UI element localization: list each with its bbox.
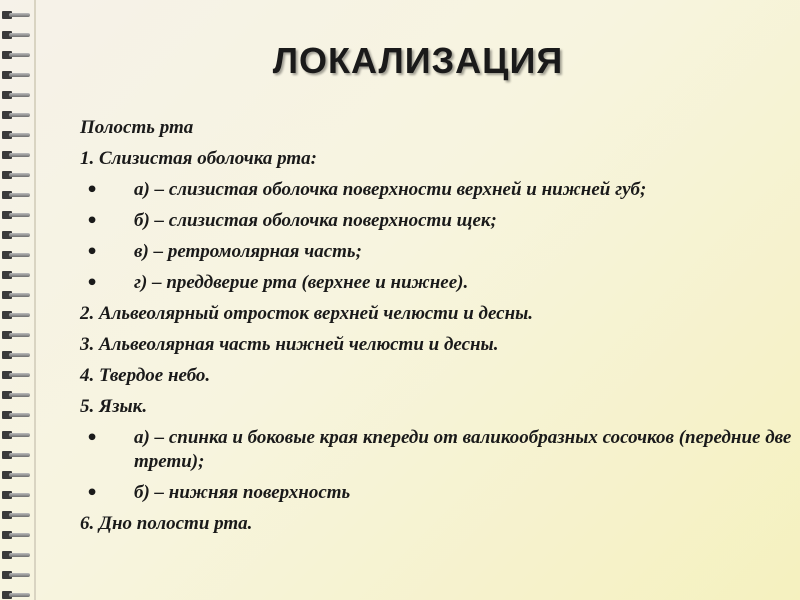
- binding-ring-icon: [2, 570, 32, 580]
- bullet-item: [80, 271, 795, 295]
- binding-wire: [9, 153, 30, 157]
- binding-ring-icon: [2, 170, 32, 180]
- binding-ring-icon: [2, 530, 32, 540]
- binding-ring-icon: [2, 310, 32, 320]
- list-line: [80, 147, 795, 171]
- line-text: Полость рта: [80, 117, 194, 138]
- binding-wire: [9, 513, 30, 517]
- binding-wire: [9, 593, 30, 597]
- binding-wire: [9, 73, 30, 77]
- binding-ring-icon: [2, 270, 32, 280]
- bullet-item: [80, 240, 795, 264]
- spiral-binding: [0, 0, 34, 600]
- list-line: [80, 333, 795, 357]
- binding-ring-icon: [2, 250, 32, 260]
- binding-wire: [9, 333, 30, 337]
- line-text: 5. Язык.: [80, 396, 148, 417]
- binding-wire: [9, 313, 30, 317]
- binding-wire: [9, 493, 30, 497]
- bullet-text: б) – слизистая оболочка поверхности щек;: [134, 210, 497, 231]
- binding-ring-icon: [2, 10, 32, 20]
- bullet-item: [80, 481, 795, 505]
- bullet-text: г) – преддверие рта (верхнее и нижнее).: [134, 272, 469, 293]
- list-line: [80, 116, 795, 140]
- binding-ring-icon: [2, 190, 32, 200]
- binding-ring-icon: [2, 30, 32, 40]
- binding-wire: [9, 13, 30, 17]
- binding-wire: [9, 373, 30, 377]
- line-text: 6. Дно полости рта.: [80, 513, 253, 534]
- binding-wire: [9, 253, 30, 257]
- binding-ring-icon: [2, 230, 32, 240]
- binding-ring-icon: [2, 350, 32, 360]
- list-line: [80, 512, 795, 536]
- bullet-item: [80, 178, 795, 202]
- binding-ring-icon: [2, 130, 32, 140]
- binding-wire: [9, 533, 30, 537]
- list-line: [80, 364, 795, 388]
- bullet-text: а) – слизистая оболочка поверхности верхней и нижней губ;: [134, 179, 647, 200]
- binding-ring-icon: [2, 590, 32, 600]
- binding-ring-icon: [2, 370, 32, 380]
- bullet-item: [80, 209, 795, 233]
- binding-ring-icon: [2, 330, 32, 340]
- page-edge: [34, 0, 36, 600]
- binding-wire: [9, 273, 30, 277]
- bullet-icon: •: [86, 241, 99, 263]
- line-text: 1. Слизистая оболочка рта:: [80, 148, 317, 169]
- line-text: 2. Альвеолярный отросток верхней челюсти и десны.: [80, 303, 534, 324]
- list-line: [80, 302, 795, 326]
- binding-ring-icon: [2, 390, 32, 400]
- bullet-icon: •: [86, 272, 99, 294]
- binding-ring-icon: [2, 210, 32, 220]
- line-text: 4. Твердое небо.: [80, 365, 211, 386]
- bullet-text: б) – нижняя поверхность: [134, 482, 351, 503]
- binding-wire: [9, 413, 30, 417]
- bullet-text: в) – ретромолярная часть;: [134, 241, 362, 262]
- binding-wire: [9, 193, 30, 197]
- binding-ring-icon: [2, 70, 32, 80]
- bullet-icon: •: [86, 427, 99, 449]
- binding-wire: [9, 393, 30, 397]
- binding-wire: [9, 173, 30, 177]
- binding-ring-icon: [2, 550, 32, 560]
- binding-wire: [9, 233, 30, 237]
- binding-ring-icon: [2, 90, 32, 100]
- binding-wire: [9, 113, 30, 117]
- bullet-icon: •: [86, 179, 99, 201]
- bullet-icon: •: [86, 210, 99, 232]
- binding-wire: [9, 53, 30, 57]
- bullet-text: а) – спинка и боковые края кпереди от валикообразных сосочков (передние две трети);: [134, 427, 792, 472]
- slide-title: ЛОКАЛИЗАЦИЯ: [272, 40, 564, 81]
- binding-wire: [9, 213, 30, 217]
- binding-wire: [9, 453, 30, 457]
- binding-wire: [9, 293, 30, 297]
- binding-ring-icon: [2, 450, 32, 460]
- binding-ring-icon: [2, 150, 32, 160]
- binding-wire: [9, 133, 30, 137]
- binding-wire: [9, 473, 30, 477]
- binding-wire: [9, 33, 30, 37]
- binding-ring-icon: [2, 490, 32, 500]
- binding-ring-icon: [2, 50, 32, 60]
- slide-content: [80, 116, 795, 543]
- binding-ring-icon: [2, 510, 32, 520]
- binding-wire: [9, 353, 30, 357]
- bullet-item: [80, 426, 795, 474]
- list-line: [80, 395, 795, 419]
- bullet-icon: •: [86, 482, 99, 504]
- binding-ring-icon: [2, 290, 32, 300]
- binding-wire: [9, 93, 30, 97]
- binding-ring-icon: [2, 410, 32, 420]
- binding-wire: [9, 573, 30, 577]
- binding-wire: [9, 433, 30, 437]
- line-text: 3. Альвеолярная часть нижней челюсти и десны.: [80, 334, 499, 355]
- binding-ring-icon: [2, 470, 32, 480]
- binding-wire: [9, 553, 30, 557]
- binding-ring-icon: [2, 430, 32, 440]
- binding-ring-icon: [2, 110, 32, 120]
